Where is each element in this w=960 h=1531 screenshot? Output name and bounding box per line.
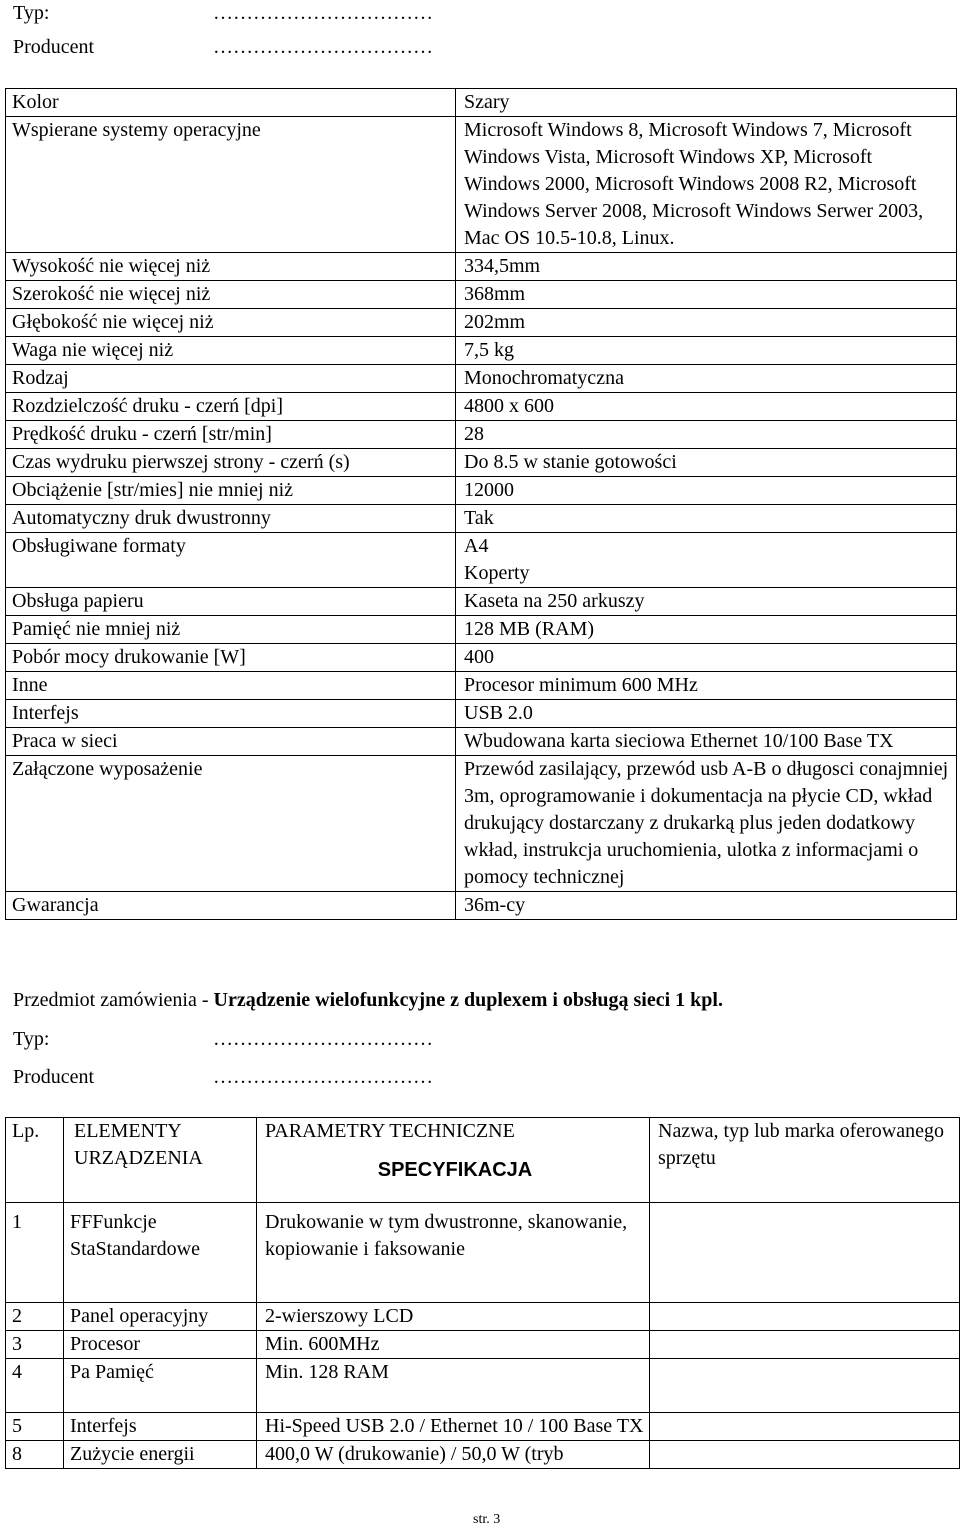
table-row bbox=[6, 505, 957, 533]
table-row bbox=[6, 393, 957, 421]
spec-label: Wspierane systemy operacyjne bbox=[6, 117, 456, 253]
table-row bbox=[6, 672, 957, 700]
spec-value: Procesor minimum 600 MHz bbox=[456, 672, 957, 700]
spec-value: Monochromatyczna bbox=[456, 365, 957, 393]
table-row bbox=[6, 1331, 960, 1359]
spec-label: Obciążenie [str/mies] nie mniej niż bbox=[6, 477, 456, 505]
spec-label: Rozdzielczość druku - czerń [dpi] bbox=[6, 393, 456, 421]
order-type-value: …………………………… bbox=[213, 1028, 433, 1050]
table-row bbox=[6, 588, 957, 616]
row-param: 2-wierszowy LCD bbox=[257, 1303, 650, 1331]
table-row bbox=[6, 309, 957, 337]
table-row bbox=[6, 700, 957, 728]
order-producer-label: Producent bbox=[13, 1066, 95, 1088]
spec-label: Pamięć nie mniej niż bbox=[6, 616, 456, 644]
table-row bbox=[6, 449, 957, 477]
spec-value: Microsoft Windows 8, Microsoft Windows 7, Microsoft Windows Vista, Microsoft Windows XP, Microsoft Windows 2000, Microsoft Windows 2008 R2, Microsoft Windows Server 2008, Microsoft Windows Serwer 2003, Mac OS 10.5-10.8, Linux. bbox=[456, 117, 957, 253]
row-name-input[interactable] bbox=[650, 1441, 960, 1469]
spec-value: 7,5 kg bbox=[456, 337, 957, 365]
spec-label: Obsługiwane formaty bbox=[6, 533, 456, 588]
spec-label: Rodzaj bbox=[6, 365, 456, 393]
table-row bbox=[6, 756, 957, 892]
spec-header-label: SPECYFIKACJA bbox=[377, 1159, 533, 1181]
spec-value: 400 bbox=[456, 644, 957, 672]
spec-label: Interfejs bbox=[6, 700, 456, 728]
spec-value: Tak bbox=[456, 505, 957, 533]
table-row bbox=[6, 117, 957, 253]
table-header-row bbox=[6, 1118, 960, 1203]
table-row bbox=[6, 89, 957, 117]
row-lp: 4 bbox=[6, 1359, 64, 1413]
spec-label: Gwarancja bbox=[6, 892, 456, 920]
params-header-label: PARAMETRY TECHNICZNE bbox=[265, 1120, 515, 1142]
table-row bbox=[6, 281, 957, 309]
spec-table bbox=[5, 88, 957, 920]
spec-value: Kaseta na 250 arkuszy bbox=[456, 588, 957, 616]
row-lp: 1 bbox=[6, 1203, 64, 1303]
table-row bbox=[6, 533, 957, 588]
table-row bbox=[6, 728, 957, 756]
row-lp: 3 bbox=[6, 1331, 64, 1359]
spec-value: USB 2.0 bbox=[456, 700, 957, 728]
spec-label: Prędkość druku - czerń [str/min] bbox=[6, 421, 456, 449]
spec-label: Obsługa papieru bbox=[6, 588, 456, 616]
spec-label: Waga nie więcej niż bbox=[6, 337, 456, 365]
table-row bbox=[6, 1203, 960, 1303]
spec-value: 334,5mm bbox=[456, 253, 957, 281]
table-row bbox=[6, 477, 957, 505]
row-name-input[interactable] bbox=[650, 1331, 960, 1359]
spec-value: 28 bbox=[456, 421, 957, 449]
row-lp: 2 bbox=[6, 1303, 64, 1331]
spec-value-line: Koperty bbox=[464, 562, 530, 584]
spec-value: Wbudowana karta sieciowa Ethernet 10/100 Base TX bbox=[456, 728, 957, 756]
row-element: Pa Pamięć bbox=[64, 1359, 257, 1413]
row-element: FFFunkcje StaStandardowe bbox=[64, 1203, 257, 1303]
spec-value bbox=[456, 533, 957, 588]
table-row bbox=[6, 337, 957, 365]
row-element: Interfejs bbox=[64, 1413, 257, 1441]
table-row bbox=[6, 644, 957, 672]
type-value: …………………………… bbox=[213, 2, 433, 24]
row-param: Min. 128 RAM bbox=[257, 1359, 650, 1413]
spec-label: Szerokość nie więcej niż bbox=[6, 281, 456, 309]
row-name-input[interactable] bbox=[650, 1359, 960, 1413]
row-name-input[interactable] bbox=[650, 1203, 960, 1303]
row-param: 400,0 W (drukowanie) / 50,0 W (tryb bbox=[257, 1441, 650, 1469]
order-producer-value: …………………………… bbox=[213, 1066, 433, 1088]
table-row bbox=[6, 1303, 960, 1331]
row-element: Panel operacyjny bbox=[64, 1303, 257, 1331]
order-subject-label: Przedmiot zamówienia - bbox=[13, 989, 209, 1011]
producer-value: …………………………… bbox=[213, 36, 433, 58]
spec-label: Praca w sieci bbox=[6, 728, 456, 756]
table-row bbox=[6, 1441, 960, 1469]
col-header-params bbox=[257, 1118, 650, 1203]
page-number: str. 3 bbox=[473, 1512, 501, 1527]
order-subject bbox=[13, 987, 723, 1014]
spec-label: Wysokość nie więcej niż bbox=[6, 253, 456, 281]
row-lp: 5 bbox=[6, 1413, 64, 1441]
spec-value: 4800 x 600 bbox=[456, 393, 957, 421]
spec-value-line: A4 bbox=[464, 535, 489, 557]
table-row bbox=[6, 253, 957, 281]
type-label: Typ: bbox=[13, 2, 50, 24]
producer-label: Producent bbox=[13, 36, 95, 58]
row-param: Hi-Speed USB 2.0 / Ethernet 10 / 100 Base TX bbox=[257, 1413, 650, 1441]
order-subject-value: Urządzenie wielofunkcyjne z duplexem i obsługą sieci 1 kpl. bbox=[213, 989, 723, 1011]
spec-value: Szary bbox=[456, 89, 957, 117]
table-row bbox=[6, 1359, 960, 1413]
order-table bbox=[5, 1117, 960, 1469]
spec-value: 202mm bbox=[456, 309, 957, 337]
row-param: Min. 600MHz bbox=[257, 1331, 650, 1359]
spec-label: Inne bbox=[6, 672, 456, 700]
row-element: Zużycie energii bbox=[64, 1441, 257, 1469]
row-name-input[interactable] bbox=[650, 1303, 960, 1331]
row-param: Drukowanie w tym dwustronne, skanowanie, kopiowanie i faksowanie bbox=[257, 1203, 650, 1303]
col-header-elements: ELEMENTY URZĄDZENIA bbox=[64, 1118, 257, 1203]
col-header-name: Nazwa, typ lub marka oferowanego sprzętu bbox=[650, 1118, 960, 1203]
spec-label: Automatyczny druk dwustronny bbox=[6, 505, 456, 533]
spec-value: 12000 bbox=[456, 477, 957, 505]
spec-value: Przewód zasilający, przewód usb A-B o długosci conajmniej 3m, oprogramowanie i dokumentacja na płycie CD, wkład drukujący dostarczany z drukarką plus jeden dodatkowy wkład, instrukcja uruchomienia, ulotka z informacjami o pomocy technicznej bbox=[456, 756, 957, 892]
spec-label: Załączone wyposażenie bbox=[6, 756, 456, 892]
row-name-input[interactable] bbox=[650, 1413, 960, 1441]
row-element: Procesor bbox=[64, 1331, 257, 1359]
spec-value: 36m-cy bbox=[456, 892, 957, 920]
spec-label: Pobór mocy drukowanie [W] bbox=[6, 644, 456, 672]
table-row bbox=[6, 421, 957, 449]
spec-label: Czas wydruku pierwszej strony - czerń (s) bbox=[6, 449, 456, 477]
table-row bbox=[6, 1413, 960, 1441]
row-lp: 8 bbox=[6, 1441, 64, 1469]
spec-value: 368mm bbox=[456, 281, 957, 309]
table-row bbox=[6, 616, 957, 644]
table-row bbox=[6, 365, 957, 393]
col-header-lp: Lp. bbox=[6, 1118, 64, 1203]
spec-value: 128 MB (RAM) bbox=[456, 616, 957, 644]
table-row bbox=[6, 892, 957, 920]
order-type-label: Typ: bbox=[13, 1028, 50, 1050]
spec-label: Kolor bbox=[6, 89, 456, 117]
spec-label: Głębokość nie więcej niż bbox=[6, 309, 456, 337]
spec-value: Do 8.5 w stanie gotowości bbox=[456, 449, 957, 477]
